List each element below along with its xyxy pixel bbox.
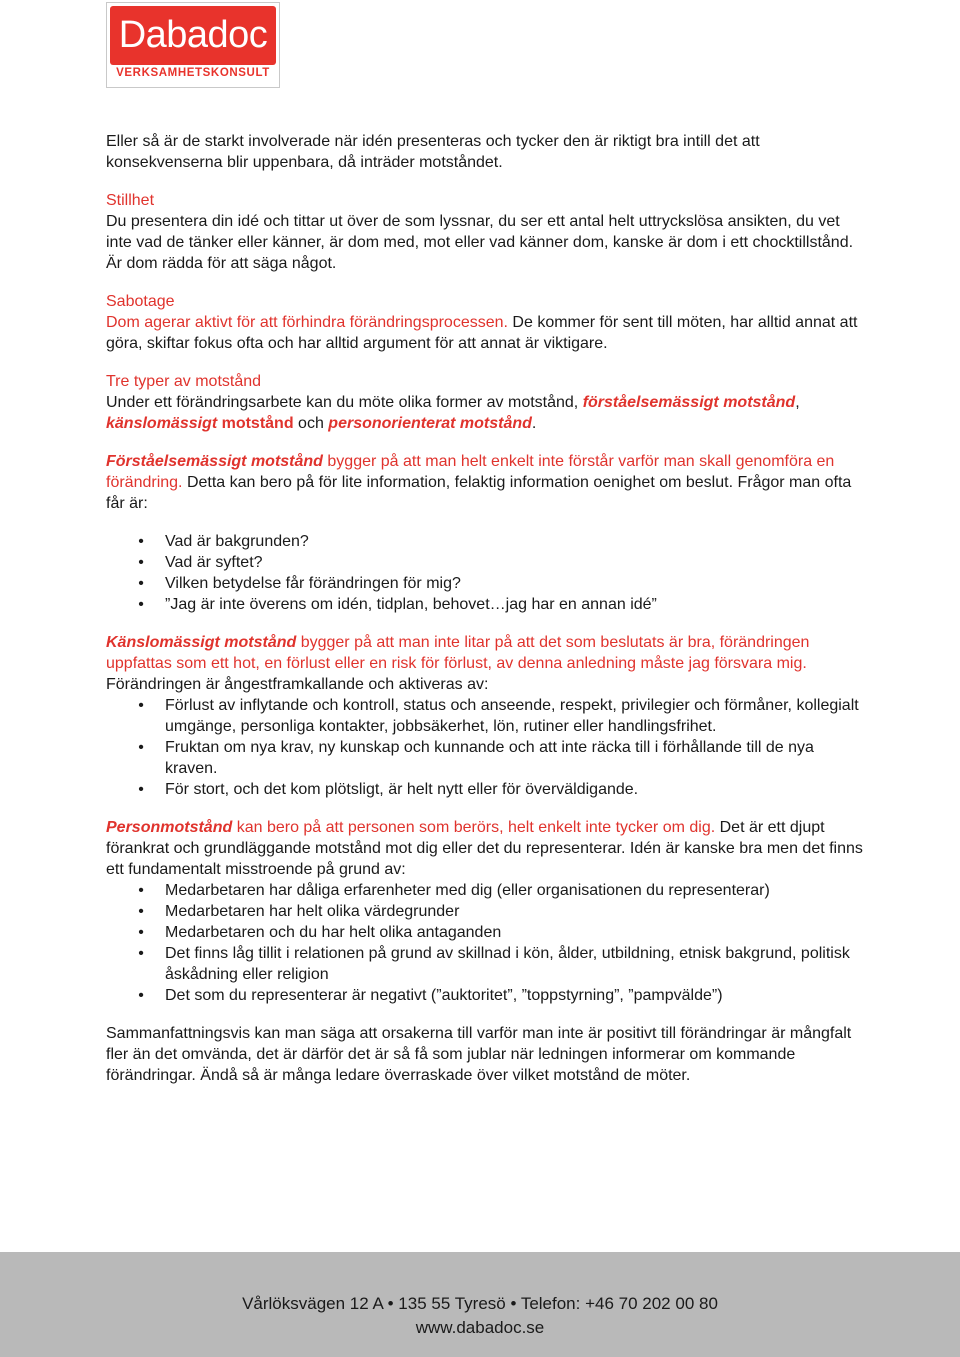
person-body-red: kan bero på att personen som berörs, helt enkelt inte tycker om dig. — [232, 819, 716, 836]
kansla-body-red: bygger på att man inte litar på att det som beslutats är bra, förändringen uppfattas som ett hot, en förlust eller en risk för förlust, av denna anledning måste jag försvara mig. — [106, 634, 810, 672]
person-body: Det är ett djupt förankrat och grundläggande motstånd mot dig eller det du representerar. Idén är kanske bra men det finns ett fundamentalt misstroende på grund av: — [106, 819, 863, 878]
sabotage-body-red: Dom agerar aktivt för att förhindra förändringsprocessen. — [106, 314, 508, 331]
bullet-icon: • — [138, 739, 144, 756]
forstaelse-term: Förståelsemässigt motstånd — [106, 453, 323, 470]
section-person — [106, 817, 866, 880]
tre-typer-intro: Under ett förändringsarbete kan du möte olika former av motstånd, — [106, 394, 583, 411]
footer-website-link[interactable]: www.dabadoc.se — [415, 1318, 545, 1337]
list-item: • Medarbetaren har dåliga erfarenheter med dig (eller organisationen du representerar) — [106, 880, 866, 901]
list-item: • Det finns låg tillit i relationen på grund av skillnad i kön, ålder, utbildning, etnisk bakgrund, politisk åskådning eller religion — [106, 943, 866, 985]
bullet-icon: • — [138, 596, 144, 613]
list-item: • Vad är syftet? — [106, 552, 866, 573]
section-tre-typer — [106, 371, 866, 434]
forstaelse-list — [106, 531, 866, 615]
person-list — [106, 880, 866, 1006]
list-item: • Det som du representerar är negativt (”auktoritet”, ”toppstyrning”, ”pampvälde”) — [106, 985, 866, 1006]
term-kanslomassigt: känslomässigt — [106, 415, 218, 432]
list-item: • Förlust av inflytande och kontroll, status och anseende, respekt, privilegier och förmåner, kollegialt umgänge, personliga kontakter, jobbsäkerhet, lön, rutiner eller handlingsfrihet. — [106, 695, 866, 737]
bullet-icon: • — [138, 945, 144, 962]
bullet-icon: • — [138, 533, 144, 550]
forstaelse-body-red: bygger på att man helt enkelt inte förstår varför man skall genomföra en förändring. — [106, 453, 835, 491]
list-item: • Fruktan om nya krav, ny kunskap och kunnande och att inte räcka till i förhållande till de nya kraven. — [106, 737, 866, 779]
person-term: Personmotstånd — [106, 819, 233, 836]
summary-paragraph: Sammanfattningsvis kan man säga att orsakerna till varför man inte är positivt till förändringar är mångfalt fler än det omvända, det är därför det är så få som jublar när ledningen informerar om kommande förändringar. Ändå så är många ledare överraskade över vilket motstånd de möter. — [106, 1025, 852, 1084]
bullet-icon: • — [138, 987, 144, 1004]
company-logo — [106, 2, 280, 88]
section-kansla — [106, 632, 866, 695]
forstaelse-body: Detta kan bero på för lite information, felaktig information oenighet om beslut. Frågor man ofta får är: — [106, 474, 852, 512]
list-item: • Vad är bakgrunden? — [106, 531, 866, 552]
tre-typer-motstand: motstånd — [217, 415, 294, 432]
logo-tagline: VERKSAMHETSKONSULT — [116, 67, 270, 79]
list-item: • Medarbetaren och du har helt olika antaganden — [106, 922, 866, 943]
sabotage-body: De kommer för sent till möten, har alltid annat att göra, skiftar fokus ofta och har alltid argument för att annat är viktigare. — [106, 314, 858, 352]
footer-address: Vårlöksvägen 12 A • 135 55 Tyresö • Telefon: +46 70 202 00 80 — [242, 1294, 718, 1313]
stillhet-body: Du presentera din idé och tittar ut över de som lyssnar, du ser ett antal helt uttryckslösa ansikten, du vet inte vad de tänker eller känner, är dom med, mot eller vad känner dom, kanske är dom i ett chocktillstånd. Är dom rädda för att säga något. — [106, 213, 854, 272]
bullet-icon: • — [138, 882, 144, 899]
section-forstaelse — [106, 451, 866, 514]
logo-wordmark: Dabadoc — [110, 6, 276, 65]
tre-typer-and: och — [293, 415, 329, 432]
bullet-icon: • — [138, 781, 144, 798]
kansla-term: Känslomässigt motstånd — [106, 634, 297, 651]
kansla-list — [106, 695, 866, 800]
list-item: • Vilken betydelse får förändringen för mig? — [106, 573, 866, 594]
term-personorienterat: personorienterat motstånd — [328, 415, 532, 432]
bullet-icon: • — [138, 697, 144, 714]
section-sabotage — [106, 291, 866, 354]
page-footer — [0, 1252, 960, 1357]
document-body — [106, 131, 866, 1103]
heading-sabotage: Sabotage — [106, 293, 175, 310]
list-item: • För stort, och det kom plötsligt, är helt nytt eller för överväldigande. — [106, 779, 866, 800]
bullet-icon: • — [138, 554, 144, 571]
list-item: • ”Jag är inte överens om idén, tidplan, behovet…jag har en annan idé” — [106, 594, 866, 615]
term-forstaelsemassigt: förståelsemässigt motstånd — [582, 394, 796, 411]
tre-typer-sep: , — [795, 394, 800, 411]
heading-stillhet: Stillhet — [106, 192, 155, 209]
intro-paragraph: Eller så är de starkt involverade när idén presenteras och tycker den är riktigt bra intill det att konsekvenserna blir uppenbara, då inträder motståndet. — [106, 133, 760, 171]
bullet-icon: • — [138, 575, 144, 592]
bullet-icon: • — [138, 924, 144, 941]
heading-tre-typer: Tre typer av motstånd — [106, 373, 262, 390]
list-item: • Medarbetaren har helt olika värdegrunder — [106, 901, 866, 922]
section-stillhet — [106, 190, 866, 274]
tre-typer-end: . — [531, 415, 537, 432]
bullet-icon: • — [138, 903, 144, 920]
kansla-body: Förändringen är ångestframkallande och aktiveras av: — [106, 676, 489, 693]
